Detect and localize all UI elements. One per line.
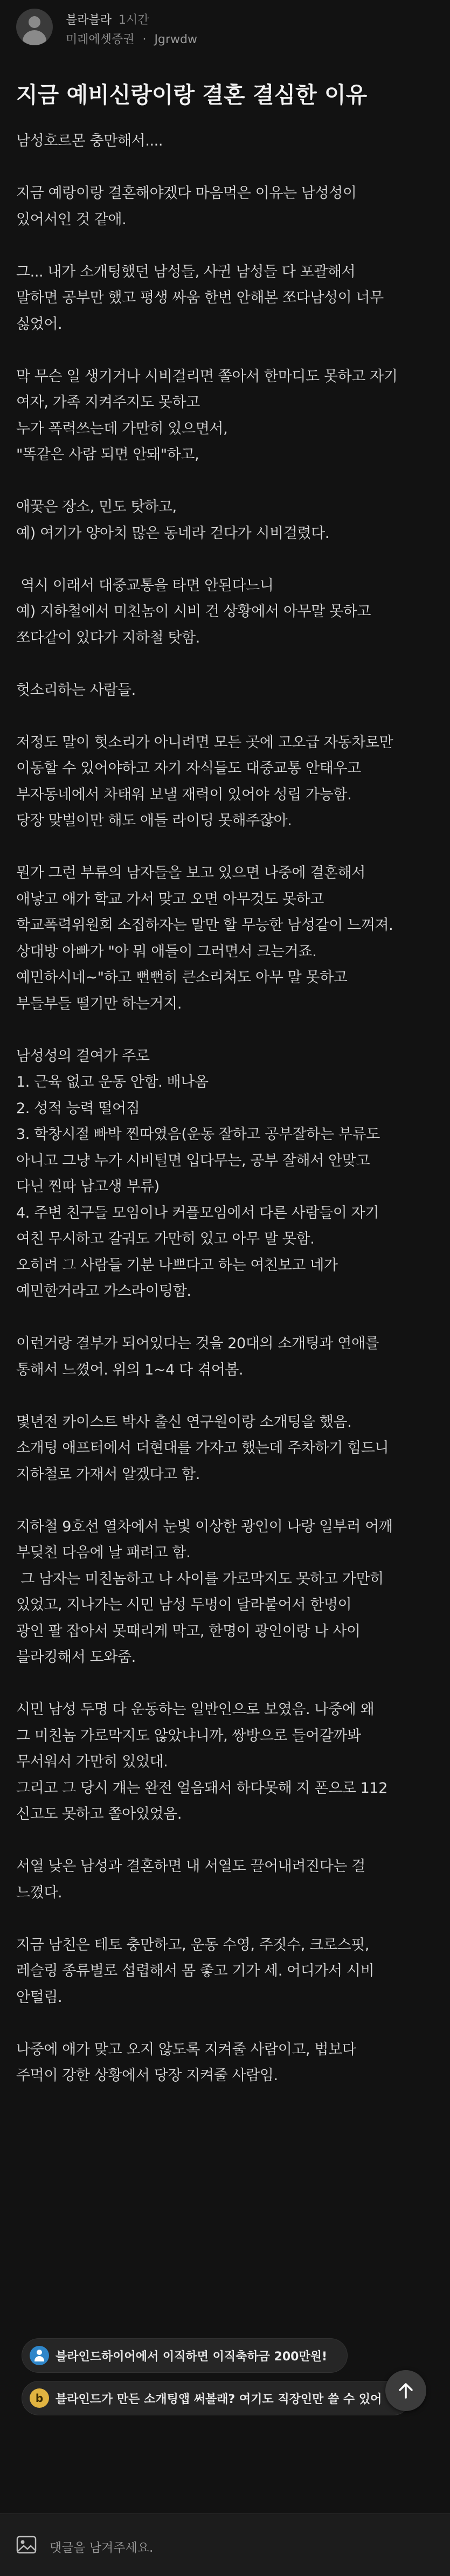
b-logo-icon — [30, 2388, 49, 2408]
post-title: 지금 예비신랑이랑 결혼 결심한 이유 — [16, 82, 368, 108]
post-time: 1시간 — [119, 13, 149, 27]
image-icon[interactable] — [16, 2536, 37, 2554]
author-sub-line — [66, 30, 197, 47]
author-avatar[interactable] — [16, 9, 53, 45]
avatar-body-shape — [23, 30, 46, 45]
scroll-to-top-button[interactable] — [385, 2370, 426, 2411]
author-company[interactable]: 블라블라 — [66, 13, 112, 27]
separator-dot: · — [142, 33, 147, 46]
promo-banner-job[interactable] — [22, 2338, 348, 2373]
post-body: 남성호르몬 충만해서.... 지금 예랑이랑 결혼해야겠다 마음먹은 이유는 남성성이 있어서인 것 같애. 그... 내가 소개팅했던 남성들, 사귄 남성들 다 포괄해서 말하면 공부만 했고 평생 싸움 한번 안해본 쪼다남성이 너무 싫었어. 막 무슨 일 생기거나 시비걸리면 쫄아서 한마디도 못하고 자기 여자, 가족 지켜주지도 못하고 누가 폭력쓰는데 가만히 있으면서, "똑같은 사람 되면 안돼"하고, 애꿎은 장소, 민도 탓하고, 예) 여기가 양아치 많은 동네라 걷다가 시비걸렸다. 역시 이래서 대중교통을 타면 안된다느니 예) 지하철에서 미친놈이 시비 건 상황에서 아무말 못하고 쪼다같이 있다가 지하철 탓함. 헛소리하는 사람들. 저정도 말이 헛소리가 아니려면 모든 곳에 고오급 자동차로만 이동할 수 있어야하고 자기 자식들도 대중교통 안태우고 부자동네에서 차태워 보낼 재력이 있어야 성립 가능함. 당장 맞벌이만 해도 애들 라이딩 못해주잖아. 뭔가 그런 부류의 남자들을 보고 있으면 나중에 결혼해서 애낳고 애가 학교 가서 맞고 오면 아무것도 못하고 학교폭력위원회 소집하자는 말만 할 무능한 남성같이 느껴져. 상대방 아빠가 "아 뭐 애들이 그러면서 크는거죠. 예민하시네~"하고 뻔뻔히 큰소리쳐도 아무 말 못하고 부들부들 떨기만 하는거지. 남성성의 결여가 주로 1. 근육 없고 운동 안함. 배나옴 2. 성적 능력 떨어짐 3. 학창시절 빠박 찐따였음(운동 잘하고 공부잘하는 부류도 아니고 그냥 누가 시비털면 입다무는, 공부 잘해서 안맞고 다닌 찐따 남고생 부류) 4. 주변 친구들 모임이나 커플모임에서 다른 사람들이 자기 여친 무시하고 갈궈도 가만히 있고 아무 말 못함. 오히려 그 사람들 기분 나쁘다고 하는 여친보고 네가 예민한거라고 가스라이팅함. 이런거랑 결부가 되어있다는 것을 20대의 소개팅과 연애를 통해서 느꼈어. 위의 1~4 다 겪어봄. 몇년전 카이스트 박사 출신 연구원이랑 소개팅을 했음. 소개팅 애프터에서 더현대를 가자고 했는데 주차하기 힘드니 지하철로 가재서 알겠다고 함. 지하철 9호선 열차에서 눈빛 이상한 광인이 나랑 일부러 어깨 부딪친 다음에 날 패려고 함. 그 남자는 미친놈하고 나 사이를 가로막지도 못하고 가만히 있었고, 지나가는 시민 남성 두명이 달라붙어서 한명이 광인 팔 잡아서 못때리게 막고, 한명이 광인이랑 나 사이 블라킹해서 도와줌. 시민 남성 두명 다 운동하는 일반인으로 보였음. 나중에 왜 그 미친놈 가로막지도 않았냐니까, 쌍방으로 들어갈까봐 무서워서 가만히 있었대. 그리고 그 당시 걔는 완전 얼음돼서 하다못해 지 폰으로 112 신고도 못하고 쫄아있었음. 서열 낮은 남성과 결혼하면 내 서열도 끌어내려진다는 걸 느꼈다. 지금 남친은 테토 충만하고, 운동 수영, 주짓수, 크로스핏, 레슬링 종류별로 섭렵해서 몸 좋고 기가 세. 어디가서 시비 안털림. 나중에 애가 맞고 오지 않도록 지켜줄 사람이고, 법보다 주먹이 강한 상황에서 당장 지켜줄 사람임. — [16, 133, 398, 2084]
comment-bar — [0, 2513, 450, 2576]
promo-banner-job-text: 블라인드하이어에서 이직하면 이직축하금 200만원! — [56, 2350, 327, 2364]
promo-banner-dating[interactable] — [22, 2381, 411, 2415]
arrow-up-icon — [395, 2380, 417, 2401]
author-nickname[interactable]: Jgrwdw — [154, 33, 197, 46]
post-header — [16, 5, 434, 49]
avatar-head-shape — [29, 16, 40, 28]
promo-banner-dating-text: 블라인드가 만든 소개팅앱 써볼래? 여기도 직장인만 쓸 수 있어 — [56, 2392, 382, 2406]
comment-input[interactable]: 댓글을 남겨주세요. — [50, 2541, 154, 2555]
b-logo-letter: b — [35, 2392, 44, 2405]
author-meta-line — [66, 11, 149, 27]
community-name[interactable]: 미래에셋증권 — [66, 33, 135, 46]
person-icon — [30, 2346, 49, 2365]
